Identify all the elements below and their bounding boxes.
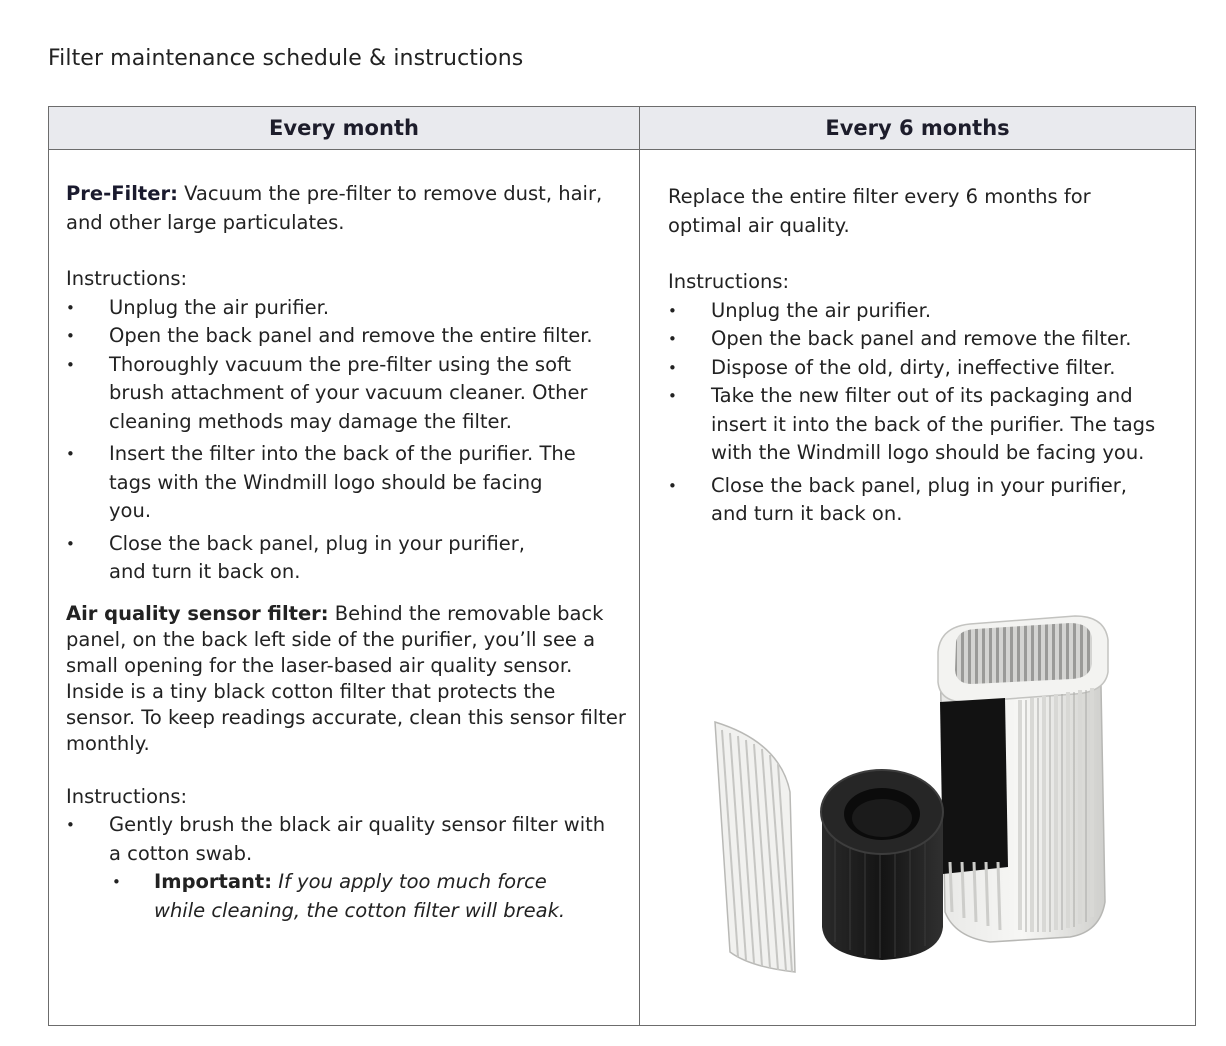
list-item: • Thoroughly vacuum the pre-filter using the soft brush attachment of your vacuum cleaner. Other cleaning methods may damage the filter. [66, 351, 626, 437]
sensor-text: Behind the removable back panel, on the back left side of the purifier, you’ll see a small opening for the laser-based air quality sensor. Inside is a tiny black cotton filter that protects the sensor. To keep readings accurate, clean this sensor filter monthly. [66, 601, 626, 755]
table-header-row [49, 107, 1195, 150]
monthly-instructions-label: Instructions: [66, 267, 188, 290]
header-every-6-months: Every 6 months [825, 116, 1010, 140]
list-item: • Close the back panel, plug in your purifier, and turn it back on. [66, 530, 626, 587]
list-item [66, 811, 626, 925]
sensor-sub-list [109, 868, 606, 925]
six-months-instructions-label: Instructions: [668, 270, 790, 293]
back-panel-illustration [715, 722, 795, 972]
list-item: • Dispose of the old, dirty, ineffective filter. [668, 354, 1188, 383]
important-label: Important: [154, 870, 273, 893]
sensor-label: Air quality sensor filter: [66, 601, 329, 625]
prefilter-paragraph [66, 180, 626, 237]
sensor-steps-list [66, 811, 626, 925]
sensor-instructions-label: Instructions: [66, 784, 188, 808]
prefilter-text: Vacuum the pre-filter to remove dust, hair, and other large particulates. [66, 182, 603, 234]
monthly-steps-list [66, 294, 626, 587]
list-item: • Take the new filter out of its packaging and insert it into the back of the purifier. The tags with the Windmill logo should be facing you. [668, 382, 1188, 468]
six-months-intro: Replace the entire filter every 6 months for optimal air quality. [668, 185, 1091, 237]
monthly-cell [66, 150, 626, 1025]
air-purifier-exploded-illustration [660, 612, 1120, 982]
important-text: If you apply too much force while cleaning, the cotton filter will break. [154, 870, 566, 922]
list-item: • Unplug the air purifier. [66, 294, 626, 323]
header-every-month: Every month [269, 116, 419, 140]
sensor-paragraph [66, 601, 626, 757]
sensor-step-text: Gently brush the black air quality sensor filter with a cotton swab. [109, 813, 606, 865]
column-divider [639, 107, 640, 1025]
list-item: • Open the back panel and remove the filter. [668, 325, 1188, 354]
list-item: • Unplug the air purifier. [668, 297, 1188, 326]
list-item [109, 868, 606, 925]
filter-cylinder-illustration [821, 770, 943, 960]
six-months-steps-list [668, 297, 1188, 529]
purifier-body-illustration [938, 616, 1108, 942]
page-title: Filter maintenance schedule & instructions [48, 46, 524, 71]
list-item: • Close the back panel, plug in your purifier, and turn it back on. [668, 472, 1188, 529]
list-item: • Insert the filter into the back of the purifier. The tags with the Windmill logo should be facing you. [66, 440, 626, 526]
list-item: • Open the back panel and remove the entire filter. [66, 322, 626, 351]
prefilter-label: Pre-Filter: [66, 182, 178, 205]
